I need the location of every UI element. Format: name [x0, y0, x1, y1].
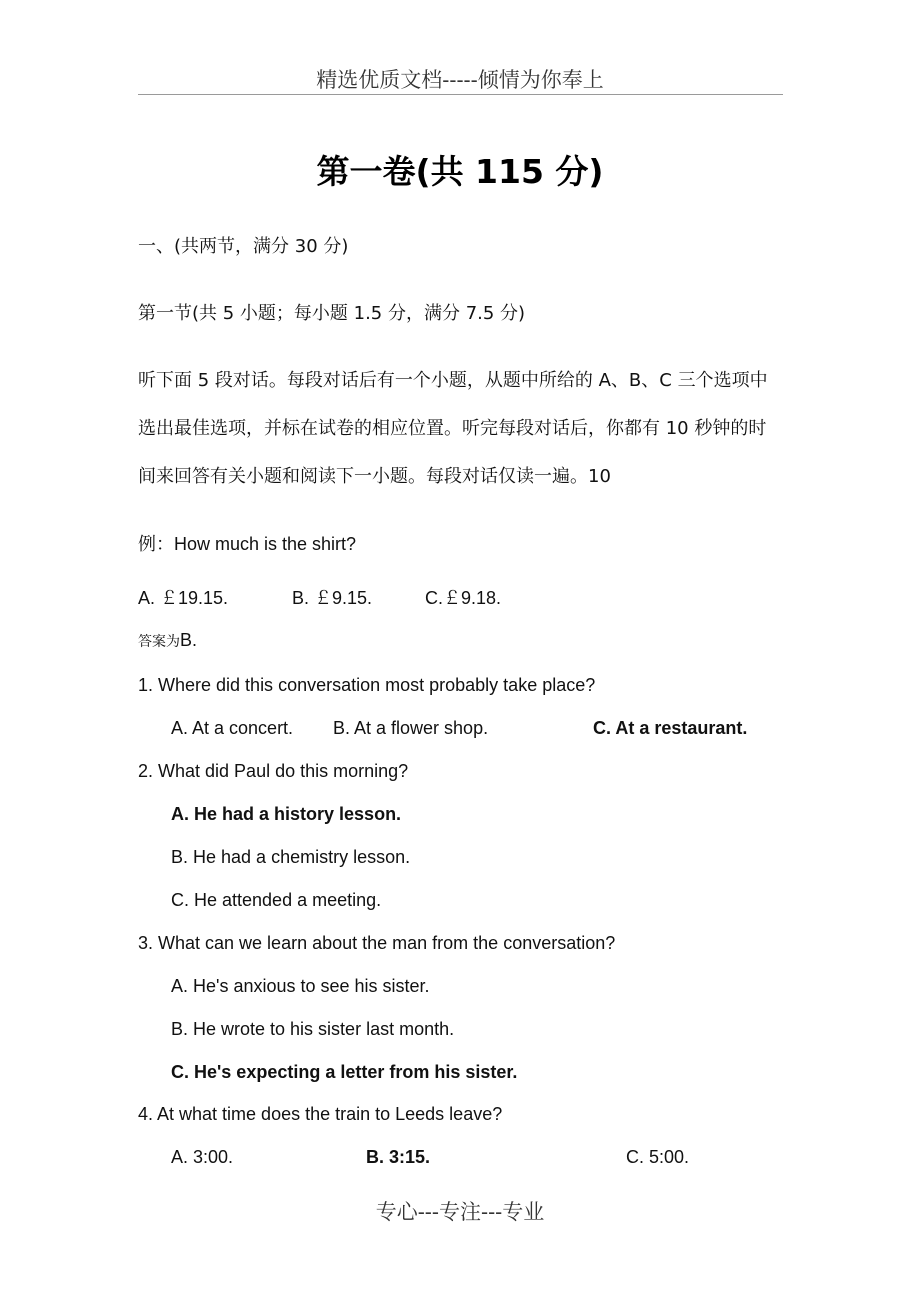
- part-heading: 第一节(共 5 小题；每小题 1.5 分，满分 7.5 分): [138, 303, 526, 324]
- question-option: B. At a flower shop.: [333, 718, 489, 738]
- instruction-line: 间来回答有关小题和阅读下一小题。每段对话仅读一遍。10: [138, 466, 611, 487]
- example-option: C.￡9.18.: [425, 588, 502, 608]
- example-answer-value: B.: [180, 630, 198, 650]
- page-footer: 专心---专注---专业: [375, 1200, 545, 1224]
- example-question: [138, 533, 356, 556]
- question-option-correct: C. At a restaurant.: [593, 718, 748, 738]
- question-option-correct: A. He had a history lesson.: [171, 804, 402, 824]
- question-stem: 3. What can we learn about the man from the conversation?: [138, 933, 616, 953]
- question-option: A. 3:00.: [171, 1147, 234, 1167]
- question-option: B. He wrote to his sister last month.: [171, 1019, 455, 1039]
- question-option: B. He had a chemistry lesson.: [171, 847, 411, 867]
- instruction-line: 选出最佳选项，并标在试卷的相应位置。听完每段对话后，你都有 10 秒钟的时: [138, 418, 767, 439]
- question-option-correct: C. He's expecting a letter from his sister.: [171, 1062, 518, 1082]
- example-prefix: 例：: [138, 534, 174, 555]
- example-question-text: How much is the shirt?: [174, 534, 357, 554]
- question-option-correct: B. 3:15.: [366, 1147, 431, 1167]
- question-option: C. He attended a meeting.: [171, 890, 382, 910]
- question-stem: 2. What did Paul do this morning?: [138, 761, 409, 781]
- example-answer: [138, 629, 197, 653]
- example-answer-label: 答案为: [138, 634, 180, 650]
- page-title: 第一卷(共 115 分): [316, 152, 604, 191]
- page-header: 精选优质文档-----倾情为你奉上: [316, 68, 604, 92]
- example-option: A. ￡19.15.: [138, 588, 229, 608]
- instruction-line: 听下面 5 段对话。每段对话后有一个小题，从题中所给的 A、B、C 三个选项中: [138, 370, 768, 391]
- question-stem: 1. Where did this conversation most probably take place?: [138, 675, 596, 695]
- question-option: A. He's anxious to see his sister.: [171, 976, 430, 996]
- question-stem: 4. At what time does the train to Leeds leave?: [138, 1104, 503, 1124]
- example-option: B. ￡9.15.: [292, 588, 373, 608]
- section-heading: 一、(共两节，满分 30 分): [138, 236, 349, 257]
- question-option: C. 5:00.: [626, 1147, 690, 1167]
- header-divider: [138, 94, 783, 95]
- question-option: A. At a concert.: [171, 718, 294, 738]
